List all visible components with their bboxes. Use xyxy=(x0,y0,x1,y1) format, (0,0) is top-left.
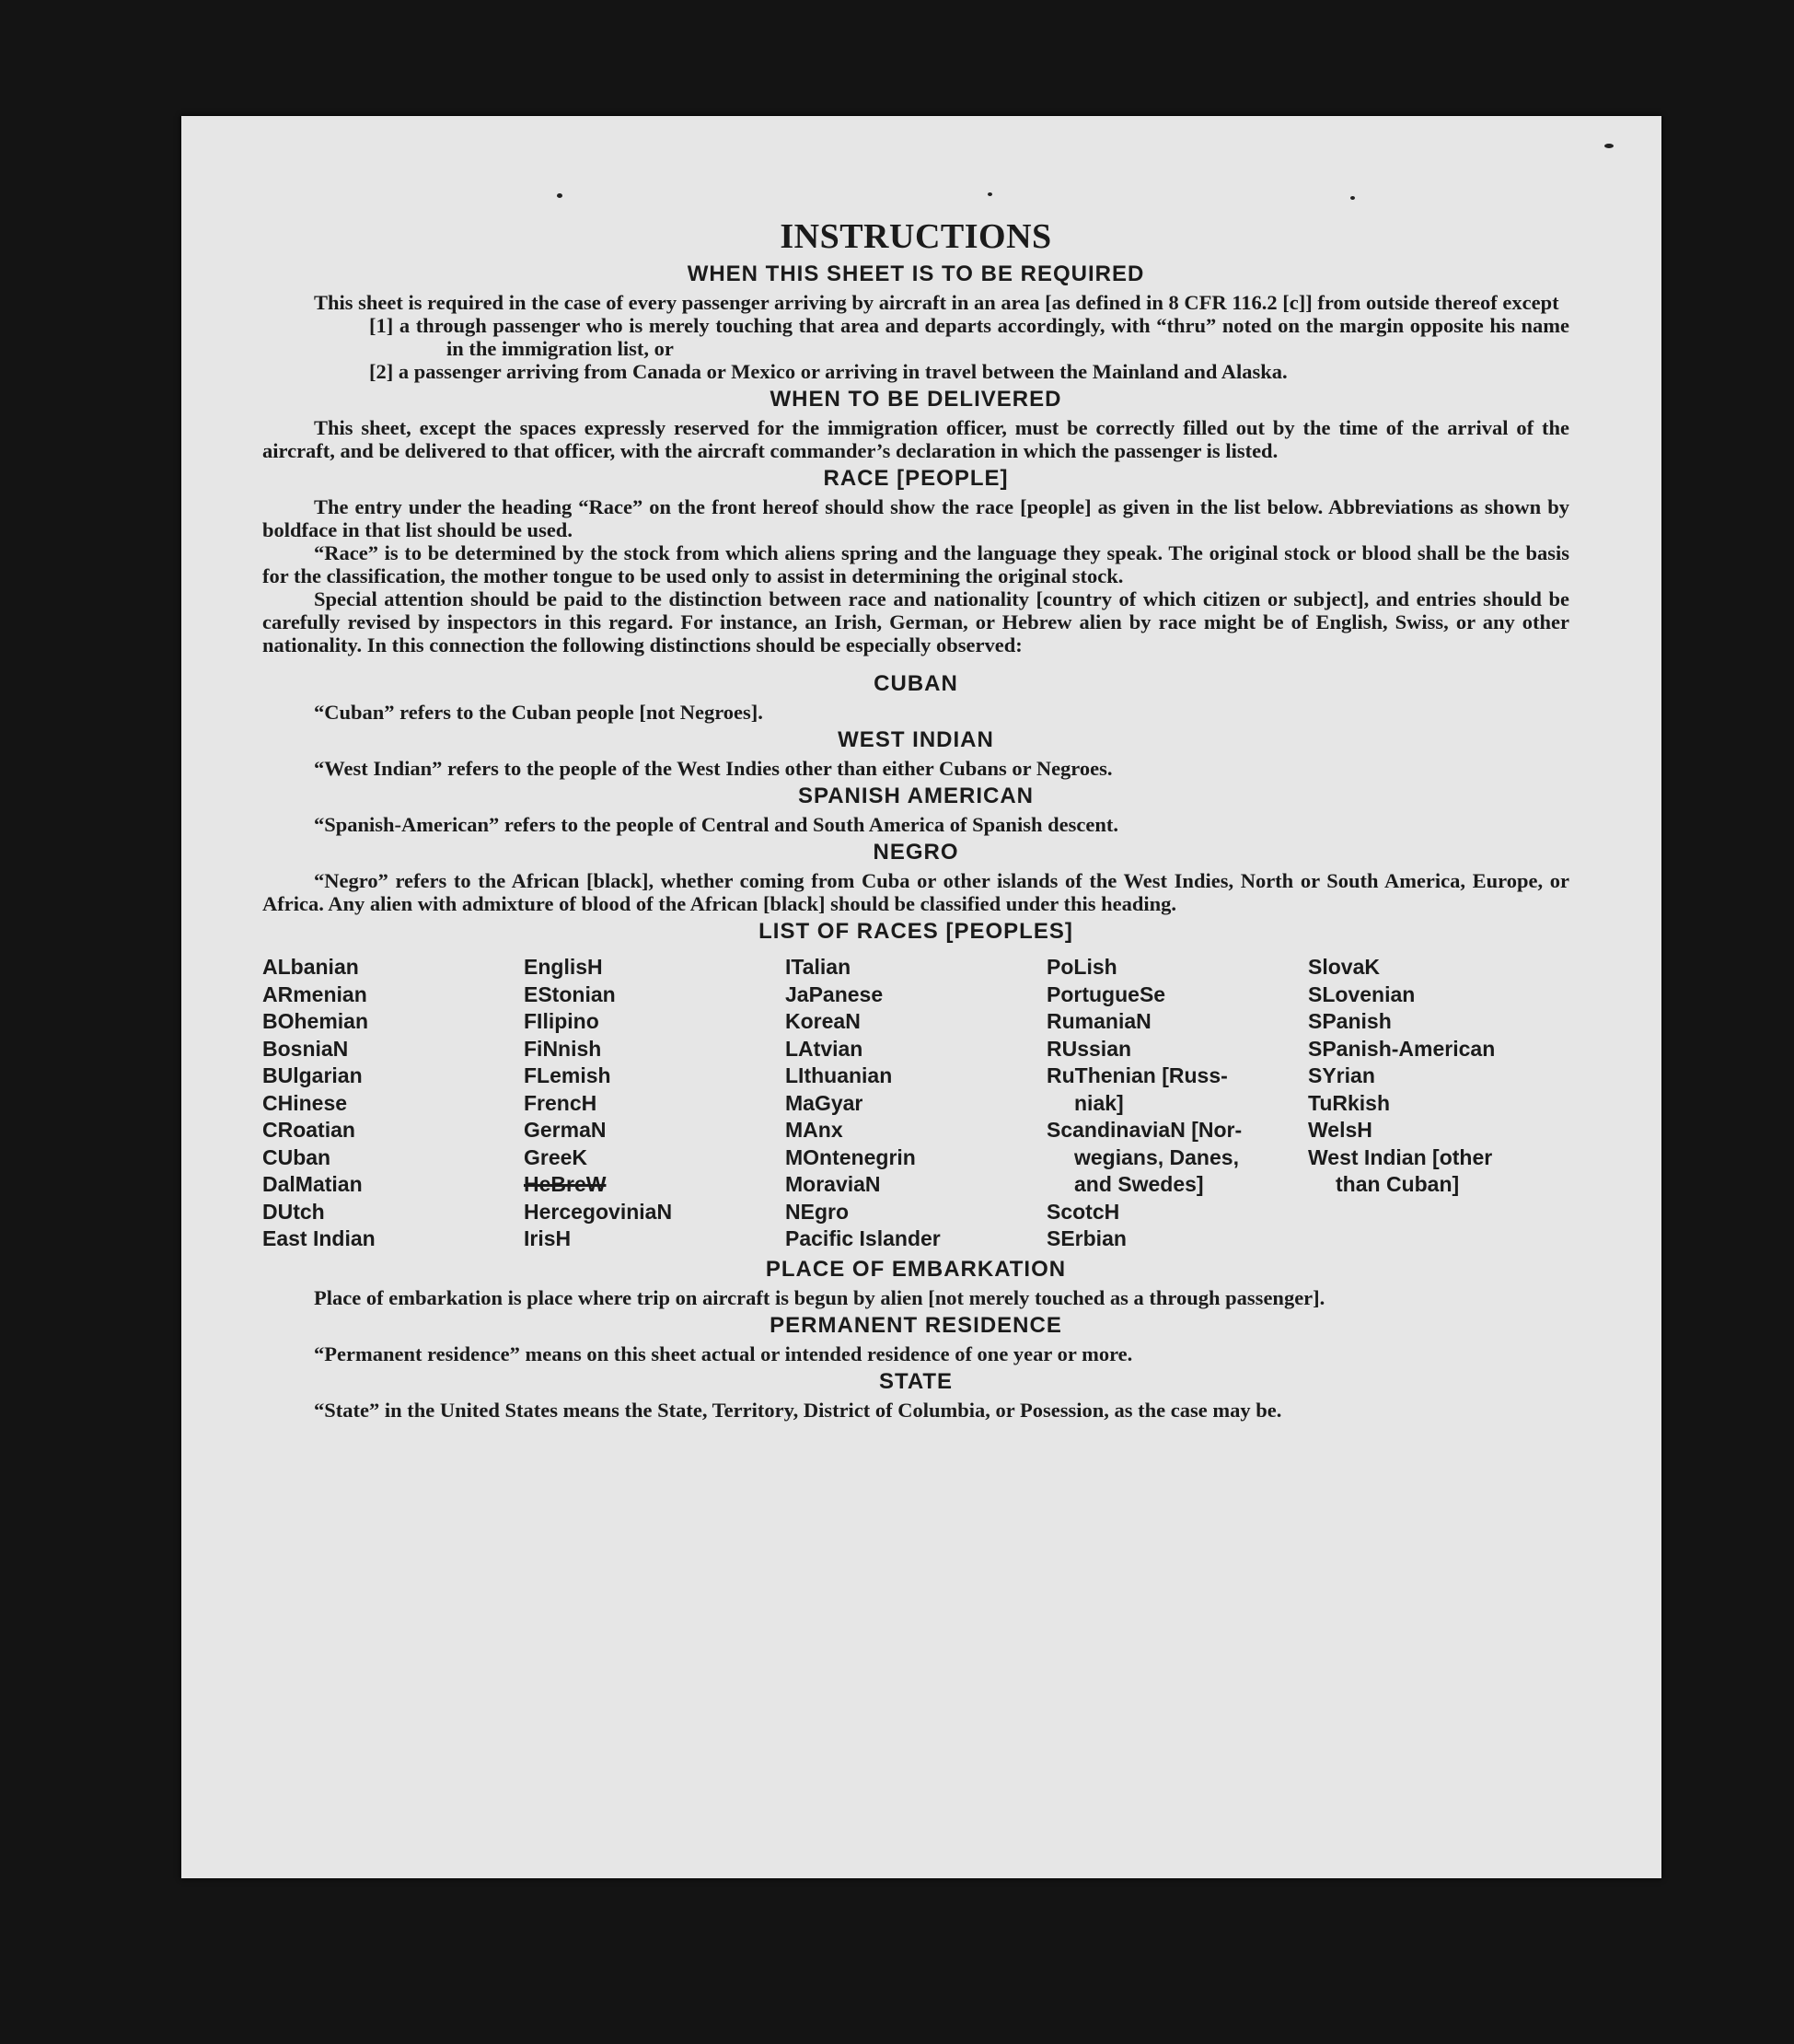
heading-cuban: CUBAN xyxy=(874,671,958,696)
speck xyxy=(988,192,992,196)
race-item: CHinese xyxy=(262,1090,348,1115)
heading-when-delivered: WHEN TO BE DELIVERED xyxy=(770,387,1062,412)
race-item: ALbanian xyxy=(262,955,359,979)
speck xyxy=(1604,144,1614,148)
race-item: EnglisH xyxy=(524,955,603,979)
heading-spanish-american: SPANISH AMERICAN xyxy=(797,784,1034,808)
race-item: PoLish xyxy=(1047,955,1117,979)
race-item: SErbian xyxy=(1047,1226,1127,1250)
race-item: WelsH xyxy=(1308,1118,1372,1142)
race-item: HeBreW xyxy=(524,1172,607,1196)
race-item: SYrian xyxy=(1308,1063,1375,1087)
heading-when-required: WHEN THIS SHEET IS TO BE REQUIRED xyxy=(687,261,1145,286)
race-item: RUssian xyxy=(1047,1036,1132,1061)
when-required-item-2: [2] a passenger arriving from Canada or Mexico or arriving in travel between the Mainland and Alaska. xyxy=(369,360,1288,383)
race-item: RuThenian [Russ- niak] xyxy=(1047,1063,1228,1115)
races-list xyxy=(262,954,1569,1253)
race-column-1 xyxy=(262,954,524,1253)
heading-west-indian: WEST INDIAN xyxy=(838,727,994,752)
race-item: RumaniaN xyxy=(1047,1009,1152,1033)
race-column-3 xyxy=(785,954,1047,1253)
race-paragraph-1: The entry under the heading “Race” on the front hereof should show the race [people] as given in the list below. Abbreviations as shown by boldface in that list should be used. xyxy=(262,495,1569,541)
race-paragraph-2: “Race” is to be determined by the stock from which aliens spring and the language they speak. The original stock or blood shall be the basis for the classification, the mother tongue to be used only to assist in determining the original stock. xyxy=(262,541,1569,587)
race-item: MaGyar xyxy=(785,1090,863,1115)
race-item: EStonian xyxy=(524,981,616,1006)
instructions-content xyxy=(262,215,1569,1422)
negro-text: “Negro” refers to the African [black], whether coming from Cuba or other islands of the West Indies, North or South America, Europe, or Africa. Any alien with admixture of blood of the African [black] should be classified under this heading. xyxy=(262,869,1569,915)
race-item: NEgro xyxy=(785,1199,849,1224)
state-text: “State” in the United States means the State, Territory, District of Columbia, or Posession, as the case may be. xyxy=(314,1398,1282,1422)
race-item: LAtvian xyxy=(785,1036,863,1061)
when-required-item-1: [1] a through passenger who is merely touching that area and departs accordingly, with “thru” noted on the margin opposite his name in the immigration list, or xyxy=(369,314,1569,360)
race-item: FiNnish xyxy=(524,1036,602,1061)
speck xyxy=(557,193,562,198)
race-item: MoraviaN xyxy=(785,1172,881,1196)
heading-list-of-races: LIST OF RACES [PEOPLES] xyxy=(758,919,1073,944)
race-item: East Indian xyxy=(262,1226,376,1250)
west-indian-text: “West Indian” refers to the people of the West Indies other than either Cubans or Negroes. xyxy=(314,757,1113,780)
race-item: FLemish xyxy=(524,1063,611,1087)
race-item: GermaN xyxy=(524,1118,607,1142)
race-paragraph-3: Special attention should be paid to the distinction between race and nationality [country of which citizen or subject], and entries should be carefully revised by inspectors in this regard. For instance, an Irish, German, or Hebrew alien by race might be of English, Swiss, or any other nationality. In this connection the following distinctions should be especially observed: xyxy=(262,587,1569,656)
race-item: Pacific Islander xyxy=(785,1226,941,1250)
race-item: KoreaN xyxy=(785,1009,861,1033)
speck xyxy=(1350,196,1355,200)
heading-state: STATE xyxy=(878,1368,954,1394)
when-delivered-text: This sheet, except the spaces expressly reserved for the immigration officer, must be correctly filled out by the time of the arrival of the aircraft, and be delivered to that officer, with the aircraft commander’s declaration in which the passenger is listed. xyxy=(262,416,1569,462)
heading-place-of-embarkation: PLACE OF EMBARKATION xyxy=(765,1256,1067,1282)
race-item: ScandinaviaN [Nor- wegians, Danes, and Swedes] xyxy=(1047,1118,1243,1196)
page-title: INSTRUCTIONS xyxy=(780,217,1052,256)
race-item: LIthuanian xyxy=(785,1063,893,1087)
race-item: SLovenian xyxy=(1308,981,1416,1006)
race-item: GreeK xyxy=(524,1144,588,1169)
cuban-text: “Cuban” refers to the Cuban people [not Negroes]. xyxy=(314,701,763,724)
race-item: FrencH xyxy=(524,1090,597,1115)
residence-text: “Permanent residence” means on this sheet actual or intended residence of one year or more. xyxy=(314,1341,1133,1365)
race-item: West Indian [other than Cuban] xyxy=(1308,1144,1493,1196)
race-item: SPanish xyxy=(1308,1009,1392,1033)
race-item: TuRkish xyxy=(1308,1090,1391,1115)
race-column-5 xyxy=(1308,954,1569,1253)
race-item: SPanish-American xyxy=(1308,1036,1496,1061)
heading-negro: NEGRO xyxy=(873,840,959,865)
race-item: DUtch xyxy=(262,1199,325,1224)
embarkation-text: Place of embarkation is place where trip on aircraft is begun by alien [not merely touched as a through passenger]. xyxy=(314,1285,1325,1309)
race-item: FIlipino xyxy=(524,1009,599,1033)
race-item: CUban xyxy=(262,1144,331,1169)
race-item: CRoatian xyxy=(262,1118,355,1142)
race-item: ARmenian xyxy=(262,981,367,1006)
race-item: HercegovinіaN xyxy=(524,1199,673,1224)
instruction-sheet xyxy=(181,116,1661,1878)
race-item: ITalian xyxy=(785,955,851,979)
race-column-2 xyxy=(524,954,785,1253)
race-item: PortugueSe xyxy=(1047,981,1166,1006)
race-item: JaPanese xyxy=(785,981,884,1006)
spanish-american-text: “Spanish-American” refers to the people of Central and South America of Spanish descent. xyxy=(314,813,1118,836)
race-item: BosniaN xyxy=(262,1036,349,1061)
race-item: IrisH xyxy=(524,1226,572,1250)
race-item: MAnx xyxy=(785,1118,843,1142)
race-item: BUlgarian xyxy=(262,1063,363,1087)
heading-race: RACE [PEOPLE] xyxy=(823,466,1009,491)
race-item: MOntenegrin xyxy=(785,1144,916,1169)
race-column-4 xyxy=(1047,954,1308,1253)
heading-permanent-residence: PERMANENT RESIDENCE xyxy=(770,1312,1062,1338)
race-item: ScotcH xyxy=(1047,1199,1120,1224)
race-item: BOhemian xyxy=(262,1009,369,1033)
race-item: SlovaK xyxy=(1308,955,1380,979)
race-item: DalMatian xyxy=(262,1172,363,1196)
when-required-intro: This sheet is required in the case of every passenger arriving by aircraft in an area [as defined in 8 CFR 116.2 [c]] from outside thereof except xyxy=(314,291,1559,314)
